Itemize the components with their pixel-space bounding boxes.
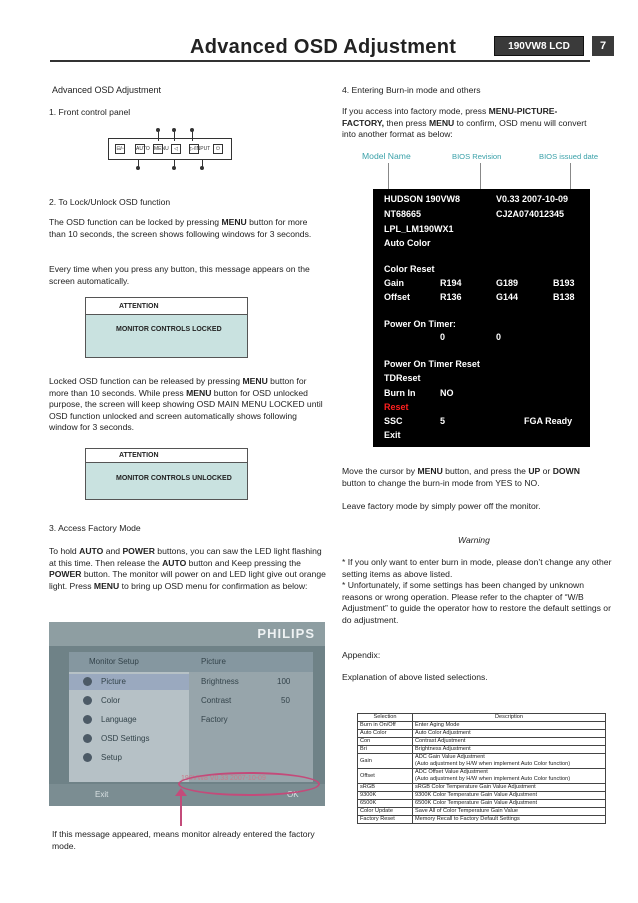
factory-offset-label: Offset (384, 292, 411, 302)
factory-pot-value-1: 0 (440, 332, 446, 342)
auto-button: AUTO (136, 146, 150, 152)
warning-item: * Unfortunately, if some settings has been changed by unknown reasons or wrong operation. Please refer to the chapter of “W/B Adjustment” to guide the operator how to restore the default settings or do adjustment. (342, 580, 611, 625)
factory-caption: If this message appeared, means monitor already entered the factory mode. (52, 829, 315, 851)
table-cell: Memory Recall to Factory Default Settings (413, 816, 606, 824)
factory-tdreset: TDReset (384, 373, 421, 383)
factory-auto-color: Auto Color (384, 238, 431, 248)
factory-gain-b: B193 (553, 278, 575, 288)
attention-message: MONITOR CONTROLS UNLOCKED (116, 475, 232, 482)
callout-line (570, 163, 571, 189)
cell-line: ADC Offset Value Adjustment (415, 769, 488, 775)
table-cell: Auto Color Adjustment (413, 730, 606, 738)
factory-nt: NT68665 (384, 209, 422, 219)
factory-gain-g: G189 (496, 278, 519, 288)
burnin-heading: 4. Entering Burn-in mode and others (342, 85, 481, 95)
lead-dot (172, 166, 176, 170)
menu-button: MENU (154, 146, 169, 152)
pointer-arrow (180, 792, 182, 828)
lead-dot (200, 166, 204, 170)
factory-gain-r: R194 (440, 278, 462, 288)
table-cell: 6500K (358, 800, 413, 808)
factory-ssc-value: 5 (440, 416, 446, 426)
label-bios-revision: BIOS Revision (452, 152, 502, 161)
factory-version: V0.33 2007-10-09 (496, 194, 569, 204)
factory-offset-r: R136 (440, 292, 462, 302)
setup-icon (83, 753, 92, 762)
cell-line: (Auto adjustment by H/W when implement Auto Color function) (415, 776, 571, 782)
factory-gain-label: Gain (384, 278, 405, 288)
table-row (358, 722, 606, 730)
osd-footer-exit: Exit (95, 790, 109, 799)
osd-sub-value: 50 (281, 696, 290, 705)
osd-settings-icon (83, 734, 92, 743)
factory-serial: CJ2A074012345 (496, 209, 565, 219)
table-row (358, 738, 606, 746)
table-cell: sRGB Color Temperature Gain Value Adjustment (413, 784, 606, 792)
attention-header: ATTENTION (86, 298, 247, 315)
header-divider (50, 60, 590, 62)
osd-menu-item: Color (101, 696, 121, 705)
burnin-instructions: Move the cursor by MENU button, and press the UP or DOWN button to change the burn-in mode from YES to NO. (342, 466, 580, 488)
factory-reset: Reset (384, 402, 409, 412)
table-row (358, 746, 606, 754)
warning-item: * If you only want to enter burn in mode, please don’t change any other setting items as above listed. (342, 557, 612, 579)
table-cell: 9300K Color Temperature Gain Value Adjustment (413, 792, 606, 800)
osd-version-string: 190VW8 V0.33 2007-10-09 (181, 775, 266, 782)
lock-note: Every time when you press any button, this message appears on the screen automatically. (49, 264, 310, 286)
table-cell: Save All of Color Temperature Gain Value (413, 808, 606, 816)
factory-mode-paragraph: To hold AUTO and POWER buttons, you can saw the LED light flashing at this time. Then release the AUTO button and Keep pressing the POWER button. The monitor will power on and LED light give out orange light. Press MENU to bring up OSD menu for confirmation as below: (49, 546, 326, 591)
osd-header-right: Picture (201, 657, 226, 666)
table-cell: Brightness Adjustment (413, 746, 606, 754)
table-cell (413, 769, 606, 784)
label-bios-date: BIOS issued date (539, 152, 599, 161)
table-cell: 9300K (358, 792, 413, 800)
table-cell: Color Update (358, 808, 413, 816)
table-header-row (358, 714, 606, 722)
table-cell: sRGB (358, 784, 413, 792)
table-row (358, 754, 606, 769)
table-cell: Burn in On/Off (358, 722, 413, 730)
lead-dot (136, 166, 140, 170)
table-cell: Offset (358, 769, 413, 784)
osd-header-left: Monitor Setup (89, 657, 139, 666)
factory-offset-b: B138 (553, 292, 575, 302)
factory-offset-g: G144 (496, 292, 519, 302)
table-row (358, 800, 606, 808)
osd-sub-item: Factory (201, 715, 228, 724)
osd-menu-item: OSD Settings (101, 734, 150, 743)
picture-icon (83, 677, 92, 686)
table-row (358, 808, 606, 816)
front-panel-heading: 1. Front control panel (49, 107, 131, 117)
table-header: Description (413, 714, 606, 722)
osd-sub-item: Contrast (201, 696, 232, 705)
right-button: ▷/INPUT (190, 146, 211, 152)
cell-line: ADC Gain Value Adjustment (415, 754, 485, 760)
page-number: 7 (592, 36, 614, 56)
table-row (358, 730, 606, 738)
osd-sub-value: 100 (277, 677, 291, 686)
osd-menu-item: Picture (101, 677, 126, 686)
section-title: Advanced OSD Adjustment (52, 85, 162, 95)
input-button: ⊟/▫ (116, 146, 124, 152)
language-icon (83, 715, 92, 724)
factory-osd-menu (373, 189, 590, 447)
factory-panel: LPL_LM190WX1 (384, 224, 454, 234)
table-header: Selection (358, 714, 413, 722)
appendix-heading: Appendix: (342, 650, 381, 660)
table-cell: Auto Color (358, 730, 413, 738)
table-cell: Gain (358, 754, 413, 769)
table-cell: Con (358, 738, 413, 746)
table-row (358, 784, 606, 792)
factory-pot-value-2: 0 (496, 332, 502, 342)
appendix-description: Explanation of above listed selections. (342, 672, 488, 682)
attention-header: ATTENTION (86, 449, 247, 463)
burnin-paragraph: If you access into factory mode, press MENU-PICTURE-FACTORY, then press MENU to confirm, OSD menu will convert into another format as below: (342, 106, 587, 140)
factory-burnin-label: Burn In (384, 388, 416, 398)
page-title: Advanced OSD Adjustment (190, 36, 457, 58)
panel-body (108, 138, 232, 160)
table-cell: 6500K Color Temperature Gain Value Adjustment (413, 800, 606, 808)
osd-menu-item: Language (101, 715, 137, 724)
table-cell (413, 754, 606, 769)
highlight-ellipse (178, 772, 320, 796)
color-icon (83, 696, 92, 705)
leave-factory-mode: Leave factory mode by simply power off the monitor. (342, 501, 541, 511)
arrow-head (175, 788, 187, 796)
left-button: ◁ (171, 144, 181, 154)
osd-sub-item: Brightness (201, 677, 239, 686)
attention-unlocked-box (85, 448, 248, 500)
lock-paragraph: The OSD function can be locked by pressing MENU button for more than 10 seconds, the screen shows following windows for 3 seconds. (49, 217, 312, 239)
attention-message: MONITOR CONTROLS LOCKED (116, 326, 222, 333)
table-cell: Bri (358, 746, 413, 754)
factory-power-on-timer: Power On Timer: (384, 319, 456, 329)
factory-color-reset: Color Reset (384, 264, 435, 274)
power-button: ⏻ (213, 144, 223, 154)
front-control-panel (108, 128, 232, 172)
factory-model: HUDSON 190VW8 (384, 194, 461, 204)
table-row (358, 816, 606, 824)
table-cell: Contrast Adjustment (413, 738, 606, 746)
callout-line (388, 163, 389, 189)
unlock-paragraph: Locked OSD function can be released by pressing MENU button for more than 10 seconds. While press MENU button for OSD unlocked purpose, the screen will keep showing OSD MAIN MENU LOCKED until OSD function unlocked and screen automatically shows following window for 3 seconds. (49, 376, 323, 433)
osd-right-menu (189, 672, 313, 782)
osd-menu-item: Setup (101, 753, 122, 762)
factory-exit: Exit (384, 430, 401, 440)
table-row (358, 769, 606, 784)
model-badge: 190VW8 LCD (494, 36, 584, 56)
table-cell: Enter Aging Mode (413, 722, 606, 730)
table-row (358, 792, 606, 800)
lock-heading: 2. To Lock/Unlock OSD function (49, 197, 171, 207)
label-model-name: Model Name (362, 151, 411, 161)
table-cell: Factory Reset (358, 816, 413, 824)
warning-title: Warning (458, 535, 490, 545)
appendix-table (357, 713, 606, 824)
cell-line: (Auto adjustment by H/W when implement Auto Color function) (415, 761, 571, 767)
factory-fga-ready: FGA Ready (524, 416, 573, 426)
factory-mode-heading: 3. Access Factory Mode (49, 523, 141, 533)
attention-locked-box (85, 297, 248, 358)
philips-logo: PHILIPS (257, 626, 315, 641)
callout-line (480, 163, 481, 189)
factory-burnin-value: NO (440, 388, 454, 398)
factory-pot-reset: Power On Timer Reset (384, 359, 480, 369)
factory-ssc-label: SSC (384, 416, 403, 426)
osd-footer-ok: OK (287, 790, 299, 799)
